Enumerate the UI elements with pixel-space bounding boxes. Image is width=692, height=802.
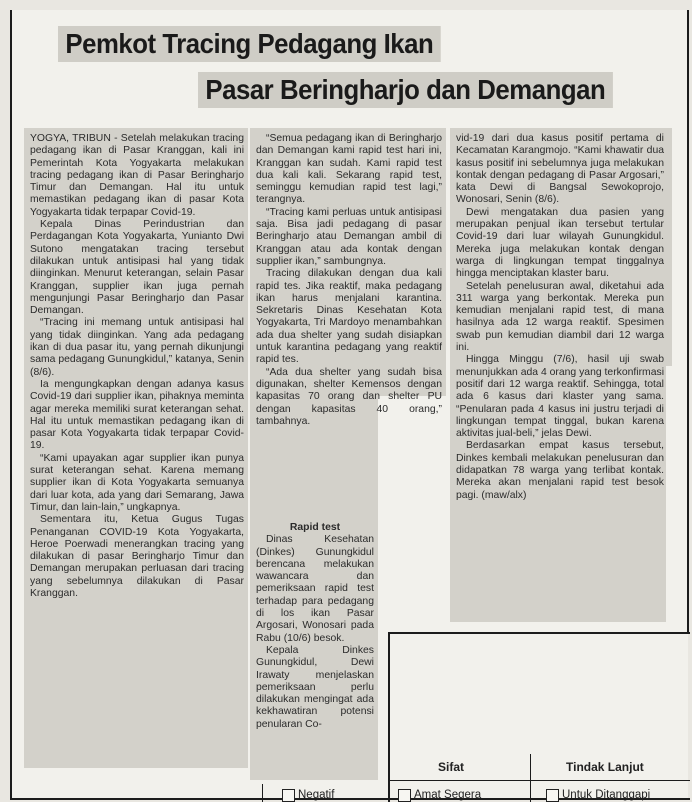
- amat-segera-label: Amat Segera: [414, 789, 482, 801]
- article-paragraph: Tracing dilakukan dengan dua kali rapid tes. Jika reaktif, maka pedagang ikan harus menjalani karantina. Sekretaris Dinas Kesehatan Kota Yogyakarta, Tri Mardoyo menambahkan ada dua shelter yang sudah disiapkan untuk karantina pedagang yang reaktif rapid tes.: [256, 268, 442, 366]
- article-column-1: [30, 133, 244, 767]
- article-paragraph: Ia mengungkapkan dengan adanya kasus Covid-19 dari supplier ikan, pihaknya meminta agar mereka memiliki surat keterangan sehat. Hal itu untuk memastikan pedagang ikan di pasar Kota Yogyakarta tidak terpapar Covid-19.: [30, 378, 244, 452]
- untuk-ditanggapi-label: Untuk Ditanggapi: [562, 789, 651, 801]
- frame-mid-rule: [388, 632, 690, 634]
- article-paragraph: vid-19 dari dua kasus positif pertama di Kecamatan Karangmojo. “Kami khawatir dua kasus positif ini sebelumnya juga melakukan kontak dengan pedagang di Pasar Argosari,” kata Dewi di Bangsal Sewokoprojo, Wonosari, Senin (8/6).: [456, 133, 664, 206]
- sifat-header: Sifat: [438, 760, 465, 774]
- form-left-divider: [262, 784, 263, 802]
- headline-line-2: Pasar Beringharjo dan Demangan: [198, 72, 613, 108]
- article-paragraph: Kepala Dinas Perindustrian dan Perdagangan Kota Yogyakarta, Yunianto Dwi Sutono mengatakan tracing tersebut dilakukan untuk antisipasi hal yang tidak diinginkan. Menurut keterangan, selain Pasar Kranggan, supplier ikan juga pernah mengunjungi Pasar Beringharjo dan Pasar Demangan.: [30, 219, 244, 317]
- article-paragraph: “Semua pedagang ikan di Beringharjo dan Demangan kami rapid test hari ini, Kranggan kan sudah. Kami rapid test dua kali kali. Sekarang rapid test, seminggu kemudian rapid test lagi,” terangnya.: [256, 133, 442, 206]
- frame-left-border: [10, 10, 12, 800]
- amat-segera-checkbox[interactable]: [398, 789, 411, 802]
- tindak-lanjut-header: Tindak Lanjut: [566, 760, 644, 774]
- article-paragraph: Hingga Minggu (7/6), hasil uji swab menunjukkan ada 4 orang yang terkonfirmasi positif dari 12 warga reaktif. Sehingga, total ada 6 kasus dari klaster yang sama. “Penularan pada 4 kasus ini justru terjadi di lingkungan tempat tinggal, bukan karena aktivitas jual-beli,” jelas Dewi.: [456, 354, 664, 440]
- article-paragraph: Sementara itu, Ketua Gugus Tugas Penanganan COVID-19 Kota Yogyakarta, Heroe Poerwadi menerangkan tracing yang dilakukan di pasar Beringharjo Timur dan Demangan merupakan perluasan dari tracing yang sebelumnya dilakukan di Pasar Kranggan.: [30, 514, 244, 599]
- article-paragraph: Setelah penelusuran awal, diketahui ada 311 warga yang berkontak. Mereka pun kemudian menjalani rapid test, di mana hasilnya ada 12 warga reaktif. Spesimen swab pun kemudian diambil dari 12 warga ini.: [456, 280, 664, 354]
- form-row-divider: [388, 780, 690, 781]
- article-column-3: [456, 133, 664, 619]
- frame-mid-vertical: [388, 632, 390, 802]
- negatif-checkbox[interactable]: [282, 789, 295, 802]
- article-paragraph: Dewi mengatakan dua pasien yang merupakan penjual ikan tersebut tertular Covid-19 dari luar wilayah Gunungkidul. Mereka juga melakukan kontak dengan warga di lingkungan tempat tinggalnya hingga menciptakan klaster baru.: [456, 206, 664, 280]
- article-paragraph: “Tracing kami perluas untuk antisipasi saja. Bisa jadi pedagang di pasar Beringharjo atau Demangan ambil di Kranggan atau ada kontak dengan supplier ikan,” sambungnya.: [256, 206, 442, 267]
- article-column-2: [256, 133, 442, 427]
- article-paragraph: “Ada dua shelter yang sudah bisa digunakan, shelter Kemensos dengan kapasitas 70 orang dan shelter PU dengan kapasitas 40 orang,” tambahnya.: [256, 366, 442, 427]
- article-paragraph: “Tracing ini memang untuk antisipasi hal yang tidak diinginkan. Yang ada pedagang ikan di dua pasar itu, yang pernah dikunjungi sama pedagang Gunungkidul,” katanya, Senin (8/6).: [30, 317, 244, 378]
- article-paragraph: YOGYA, TRIBUN - Setelah melakukan tracing pedagang ikan di Pasar Kranggan, kali ini Pemerintah Kota Yogyakarta melakukan tracing pedagang ikan di Pasar Beringharjo Timur dan Demangan. Hal itu untuk memastikan pedagang ikan di pasar Kota Yogyakarta tidak terpapar Covid-19.: [30, 133, 244, 218]
- frame-right-border: [687, 10, 689, 632]
- article-paragraph: Dinas Kesehatan (Dinkes) Gunungkidul berencana melakukan wawancara dan pemeriksaan rapid test terhadap para pedagang di los ikan Pasar Argosari, Wonosari pada Rabu (10/6) besok.: [256, 534, 374, 644]
- form-col-divider: [530, 754, 531, 802]
- article-paragraph: Berdasarkan empat kasus tersebut, Dinkes kembali melakukan penelusuran dan didapatkan 78 warga yang terlibat kontak. Mereka akan menjalani rapid test besok pagi. (maw/alx): [456, 440, 664, 501]
- article-subhead: Rapid test: [289, 522, 341, 533]
- negatif-label: Negatif: [298, 789, 335, 801]
- headline-line-1: Pemkot Tracing Pedagang Ikan: [58, 26, 441, 62]
- article-paragraph: Kepala Dinkes Gunungkidul, Dewi Irawaty menjelaskan pemeriksaan perlu dilakukan mengingat ada kekhawatiran potensi penularan Co-: [256, 644, 374, 730]
- untuk-ditanggapi-checkbox[interactable]: [546, 789, 559, 802]
- article-column-2-lower: [256, 522, 374, 778]
- article-paragraph: “Kami upayakan agar supplier ikan punya surat keterangan sehat. Karena memang supplier ikan di Kota Yogyakarta semuanya dari luar kota, ada yang dari Semarang, Jawa Timur, dan lain-lain,” ungkapnya.: [30, 452, 244, 513]
